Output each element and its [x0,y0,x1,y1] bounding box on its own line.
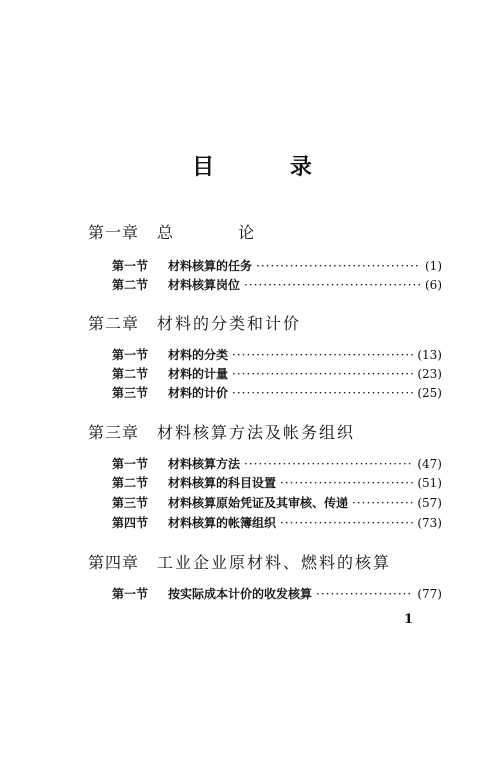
section-title: 按实际成本计价的收发核算 [168,587,313,601]
dot-leader [256,259,421,273]
dot-leader [280,476,413,490]
section-number: 第一节 [112,457,149,471]
dot-leader [244,457,413,471]
toc-entry [112,346,442,363]
section-title: 材料的分类 [168,348,229,362]
section-title: 材料核算的任务 [168,259,253,273]
section-page: (13) [417,348,442,362]
chapter-heading [88,420,355,443]
chapter-title: 材料核算方法及帐务组织 [157,423,356,442]
section-page: (6) [425,278,442,292]
section-title: 材料核算的科目设置 [168,476,277,490]
page-title: 目 录 [192,154,346,180]
section-page: (73) [417,516,442,530]
section-page: (77) [417,587,442,601]
section-page: (51) [417,476,442,490]
section-title: 材料的计量 [168,367,229,381]
chapter-heading [88,550,391,573]
toc-entry [112,494,442,511]
toc-entry [112,455,442,472]
section-title: 材料核算原始凭证及其审核、传递 [168,496,349,510]
section-page: (25) [417,386,442,400]
chapter-number: 第二章 [88,314,140,333]
section-page: (47) [417,457,442,471]
section-number: 第三节 [112,496,149,510]
toc-entry [112,474,442,491]
page-number: 1 [404,612,414,627]
chapter-number: 第一章 [88,223,140,242]
section-number: 第四节 [112,516,149,530]
section-number: 第一节 [112,259,149,273]
toc-entry [112,514,442,531]
section-number: 第二节 [112,367,149,381]
section-number: 第一节 [112,348,149,362]
section-title: 材料核算的帐簿组织 [168,516,277,530]
chapter-heading [88,220,284,243]
toc-entry [112,365,442,382]
section-title: 材料核算方法 [168,457,241,471]
section-title: 材料核算岗位 [168,278,241,292]
section-title: 材料的计价 [168,386,229,400]
section-number: 第三节 [112,386,149,400]
section-number: 第一节 [112,587,149,601]
chapter-number: 第四章 [88,553,140,572]
toc-entry [112,384,442,401]
dot-leader [280,516,413,530]
dot-leader [232,386,413,400]
dot-leader [232,367,413,381]
toc-entry [112,585,442,602]
chapter-title: 总 论 [157,223,285,242]
section-page: (23) [417,367,442,381]
section-page: (1) [425,259,442,273]
chapter-title: 材料的分类和计价 [157,314,302,333]
dot-leader [232,348,413,362]
section-page: (57) [417,496,442,510]
dot-leader [316,587,413,601]
dot-leader [244,278,421,292]
chapter-heading [88,311,301,334]
toc-entry [112,257,442,274]
chapter-title: 工业企业原材料、燃料的核算 [157,553,392,572]
section-number: 第二节 [112,278,149,292]
dot-leader [352,496,413,510]
chapter-number: 第三章 [88,423,140,442]
toc-entry [112,276,442,293]
section-number: 第二节 [112,476,149,490]
